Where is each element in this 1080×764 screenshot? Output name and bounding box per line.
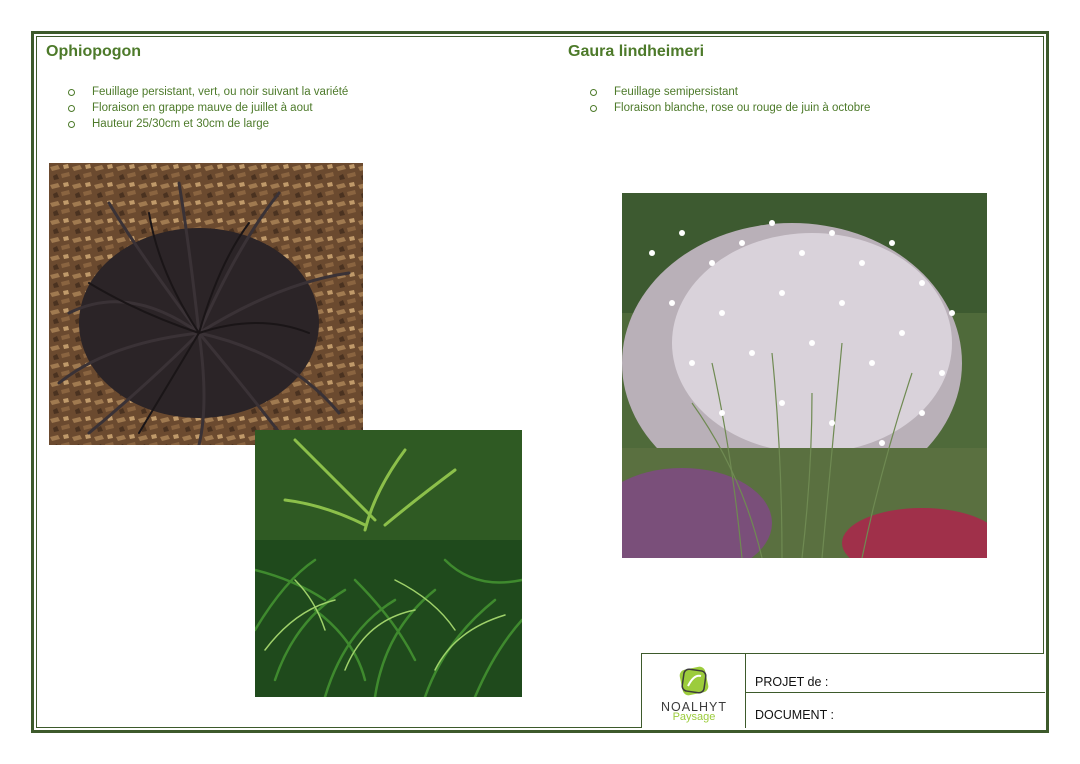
gaura-bullet-list: [590, 84, 870, 116]
company-logo: [642, 654, 746, 728]
list-item: Feuillage persistant, vert, ou noir suivant la variété: [68, 84, 348, 100]
list-item: Floraison en grappe mauve de juillet à aout: [68, 100, 348, 116]
logo-subtitle: Paysage: [672, 711, 716, 723]
list-item: Feuillage semipersistant: [590, 84, 870, 100]
document-label: DOCUMENT :: [755, 708, 834, 722]
circle-bullet-icon: [68, 105, 75, 112]
list-item: Floraison blanche, rose ou rouge de juin à octobre: [590, 100, 870, 116]
leaf-logo-icon: [677, 664, 711, 698]
circle-bullet-icon: [68, 121, 75, 128]
green-mondo-grass-photo: [255, 430, 522, 697]
list-item: Hauteur 25/30cm et 30cm de large: [68, 116, 348, 132]
project-label: PROJET de :: [746, 654, 1045, 693]
plant-title-ophiopogon: Ophiopogon: [46, 43, 142, 60]
title-block: [641, 653, 1044, 728]
ophiopogon-bullet-list: [68, 84, 348, 132]
logo-name: NOALHYT: [660, 700, 728, 714]
circle-bullet-icon: [590, 105, 597, 112]
black-mondo-grass-photo: [49, 163, 363, 445]
gaura-flowers-photo: [622, 193, 987, 558]
circle-bullet-icon: [590, 89, 597, 96]
plant-title-gaura: Gaura lindheimeri: [568, 43, 705, 60]
circle-bullet-icon: [68, 89, 75, 96]
